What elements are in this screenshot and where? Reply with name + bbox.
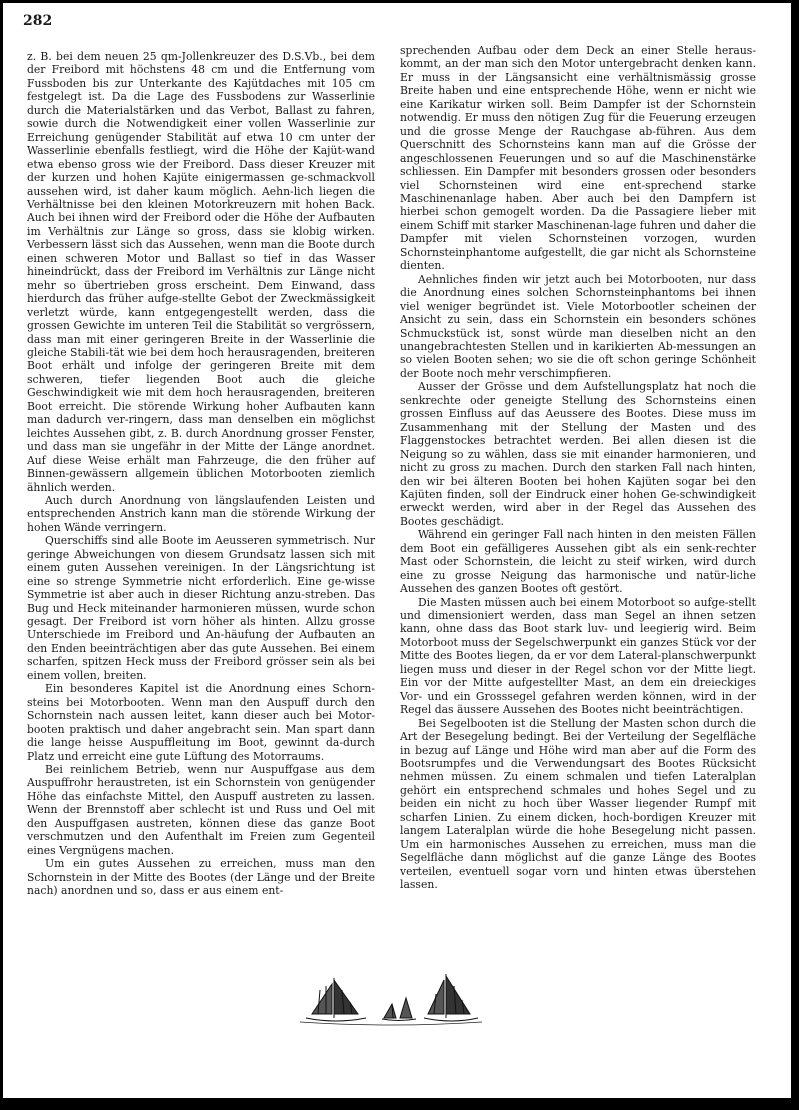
scan-border-top [0, 0, 799, 3]
scan-border-bottom [0, 1098, 799, 1110]
scan-border-left [0, 0, 3, 1110]
paragraph: Querschiffs sind alle Boote im Aeusseren symmetrisch. Nur geringe Abweichungen von diesem Grundsatz lassen sich mit einem guten Aussehen vereinigen. In der Längsrichtung ist eine so strenge Symmetrie nicht erforderlich. Eine ge-wisse Symmetrie ist aber auch in dieser Richtung anzu-streben. Das Bug und Heck miteinander harmonieren müssen, wurde schon gesagt. Der Freibord ist vorn höher als hinten. Allzu grosse Unterschiede im Freibord und An-häufung der Aufbauten an den Enden beeinträchtigen aber das gute Aussehen. Bei einem scharfen, spitzen Heck muss der Freibord grösser sein als bei einem vollen, breiten. [27, 534, 375, 682]
paragraph: Bei reinlichem Betrieb, wenn nur Auspuffgase aus dem Auspuffrohr heraustreten, ist ein Schornstein von genügender Höhe das einfachste Mittel, den Auspuff austreten zu lassen. Wenn der Brennstoff aber schlecht ist und Russ und Oel mit den Auspuffgasen austreten, können diese das ganze Boot verschmutzen und den Aufenthalt im Freien zum Gegenteil eines Vergnügens machen. [27, 763, 375, 857]
paragraph: Ein besonderes Kapitel ist die Anordnung eines Schorn-steins bei Motorbooten. Wenn man den Auspuff durch den Schornstein nach aussen leitet, kann dieser auch bei Motor-booten praktisch und daher angebracht sein. Man spart dann die lange heisse Auspuffleitung im Boot, gewinnt da-durch Platz und erreicht eine gute Lüftung des Motorraums. [27, 682, 375, 763]
paragraph: Aehnliches finden wir jetzt auch bei Motorbooten, nur dass die Anordnung eines solchen Schornsteinphantoms bei ihnen viel weniger begründet ist. Viele Motorbootler scheinen der Ansicht zu sein, dass ein Schornstein ein besonders schönes Schmuckstück ist, sonst würde man dieselben nicht an den unangebrachtesten Stellen und in karikierten Ab-messungen an so vielen Booten sehen; wo sie die oft schon geringe Schönheit der Boote noch mehr verschimpfieren. [400, 272, 756, 380]
sailboats-vignette-icon [296, 968, 486, 1028]
right-column [400, 44, 756, 892]
paragraph: Die Masten müssen auch bei einem Motorboot so aufge-stellt und dimensioniert werden, dass man Segel an ihnen setzen kann, ohne dass das Boot stark luv- und leegierig wird. Beim Motorboot muss der Segelschwerpunkt ein ganzes Stück vor der Mitte des Bootes liegen, da er vor dem Lateral-planschwerpunkt liegen muss und dieser in der Regel schon vor der Mitte liegt. Ein vor der Mitte aufgestellter Mast, an dem ein dreieckiges Vor- und ein Grosssegel gefahren werden können, wird in der Regel das äussere Aussehen des Bootes nicht beeinträchtigen. [400, 595, 756, 717]
left-column [27, 50, 375, 898]
paragraph: z. B. bei dem neuen 25 qm-Jollenkreuzer des D.S.Vb., bei dem der Freibord mit höchstens 48 cm und die Entfernung vom Fussboden bis zur Unterkante des Kajütdaches mit 105 cm festgelegt ist. Da die Lage des Fussbodens zur Wasserlinie durch die Materialstärken und das Verbot, Ballast zu fahren, sowie durch die Notwendigkeit einer vollen Wasserlinie zur Erreichung genügender Stabilität auf etwa 10 cm unter der Wasserlinie ebenfalls festliegt, wird die Höhe der Kajüt-wand etwa ebenso gross wie der Freibord. Dass dieser Kreuzer mit der kurzen und hohen Kajüte einigermassen ge-schmackvoll aussehen wird, ist daher kaum möglich. Aehn-lich liegen die Verhältnisse bei den kleinen Motorkreuzern mit hohen Back. Auch bei ihnen wird der Freibord oder die Höhe der Aufbauten im Verhältnis zur Länge so gross, dass sie klobig wirken. Verbessern lässt sich das Aussehen, wenn man die Boote durch einen schweren Motor und Ballast so tief in das Wasser hineindrückt, dass der Freibord im Verhältnis zur Länge nicht mehr so übertrieben gross erscheint. Dem Einwand, dass hierdurch das früher aufge-stellte Gebot der Zweckmässigkeit verletzt würde, kann entgegengestellt werden, dass die grossen Gewichte im unteren Teil die Stabilität so vergrössern, dass man mit einer geringeren Breite in der Wasserlinie die gleiche Stabili-tät wie bei dem hoch herausragenden, breiteren Boot erhält und infolge der geringeren Breite mit dem schweren, tiefer liegenden Boot auch die gleiche Geschwindigkeit wie mit dem hoch herausragenden, breiteren Boot erreicht. Die störende Wirkung hoher Aufbauten kann man dadurch ver-ringern, dass man denselben ein möglichst leichtes Aussehen gibt, z. B. durch Anordnung grosser Fenster, und dass man sie ungefähr in der Mitte der Länge anordnet. Auf diese Weise erhält man Fahrzeuge, die den früher auf Binnen-gewässern allgemein üblichen Motorbooten ziemlich ähnlich werden. [27, 50, 375, 494]
paragraph: Auch durch Anordnung von längslaufenden Leisten und entsprechenden Anstrich kann man die störende Wirkung der hohen Wände verringern. [27, 493, 375, 534]
paragraph: Bei Segelbooten ist die Stellung der Masten schon durch die Art der Besegelung bedingt. Bei der Verteilung der Segelfläche in bezug auf Länge und Höhe wird man aber auf die Form des Bootsrumpfes und die Verwendungsart des Bootes Rücksicht nehmen müssen. Zu einem schmalen und tiefen Lateralplan gehört ein entsprechend schmales und hohes Segel und zu beiden ein nicht zu hoch über Wasser liegender Rumpf mit scharfen Linien. Zu einem dicken, hoch-bordigen Kreuzer mit langem Lateralplan würde die hohe Besegelung nicht passen. Um ein harmonisches Aussehen zu erreichen, muss man die Segelfläche dann möglichst auf die ganze Länge des Bootes verteilen, eventuell sogar vorn und hinten etwas überstehen lassen. [400, 716, 756, 892]
paragraph: sprechenden Aufbau oder dem Deck an einer Stelle heraus-kommt, an der man sich den Motor untergebracht denken kann. Er muss in der Längsansicht eine verhältnismässig grosse Breite haben und eine entsprechende Höhe, wenn er nicht wie eine Karikatur wirken soll. Beim Dampfer ist der Schornstein notwendig. Er muss den nötigen Zug für die Feuerung erzeugen und die grosse Menge der Rauchgase ab-führen. Aus dem Querschnitt des Schornsteins kann man auf die Grösse der angeschlossenen Feuerungen und so auf die Maschinenstärke schliessen. Ein Dampfer mit besonders grossen oder besonders viel Schornsteinen wird eine ent-sprechend starke Maschinenanlage haben. Aber auch bei den Dampfern ist hierbei schon gemogelt worden. Da die Passagiere lieber mit einem Schiff mit starker Maschinenan-lage fuhren und daher die Dampfer mit vielen Schornsteinen vorzogen, wurden Schornsteinphantome aufgestellt, die gar nicht als Schornsteine dienten. [400, 44, 756, 273]
paragraph: Um ein gutes Aussehen zu erreichen, muss man den Schornstein in der Mitte des Bootes (der Länge und der Breite nach) anordnen und so, dass er aus einem ent- [27, 857, 375, 898]
paragraph: Während ein geringer Fall nach hinten in den meisten Fällen dem Boot ein gefälligeres Aussehen gibt als ein senk-rechter Mast oder Schornstein, die leicht zu steif wirken, wird durch eine zu grosse Neigung das harmonische und natür-liche Aussehen des ganzen Bootes oft gestört. [400, 528, 756, 596]
scan-border-right [791, 0, 799, 1110]
page-number: 282 [23, 13, 53, 29]
paragraph: Ausser der Grösse und dem Aufstellungsplatz hat noch die senkrechte oder geneigte Stellung des Schornsteins einen grossen Einfluss auf das Aeussere des Bootes. Diese muss im Zusammenhang mit der Stellung der Masten und des Flaggenstockes betrachtet werden. Bei allen diesen ist die Neigung so zu wählen, dass sie mit einander harmonieren, und nicht zu gross zu machen. Durch den starken Fall nach hinten, den wir bei älteren Booten bei hohen Kajüten sogar bei den Kajüten finden, soll der Eindruck einer hohen Ge-schwindigkeit erweckt werden, wird aber in der Regel das Aussehen des Bootes geschädigt. [400, 380, 756, 528]
